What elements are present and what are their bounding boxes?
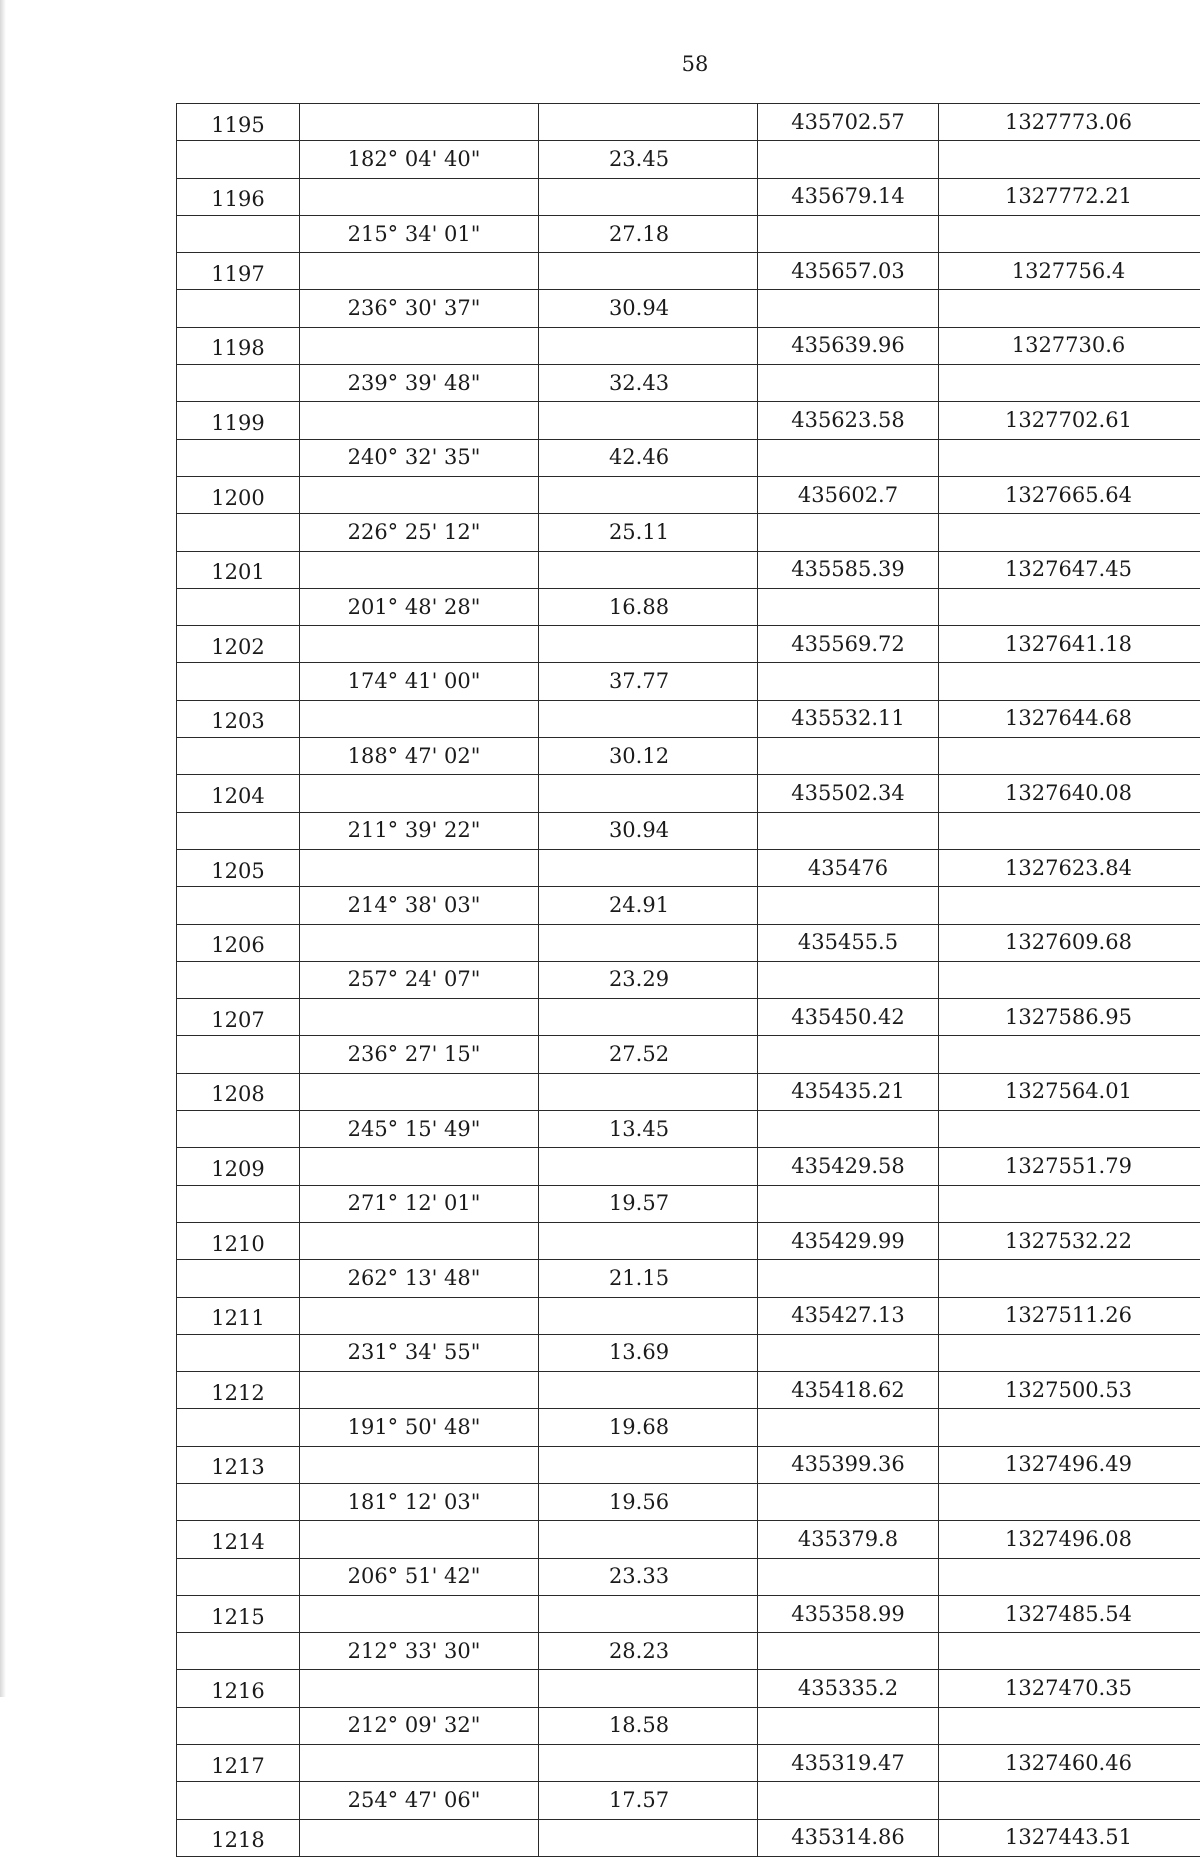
point-row bbox=[177, 999, 1200, 1036]
point-id-cell: 1195 bbox=[177, 104, 300, 141]
bearing-cell: 236° 30' 37" bbox=[300, 290, 539, 327]
point-id-cell bbox=[177, 1260, 300, 1297]
distance-cell bbox=[539, 1745, 758, 1782]
distance-cell: 16.88 bbox=[539, 588, 758, 625]
northing-cell: 435623.58 bbox=[758, 402, 939, 439]
northing-cell bbox=[758, 514, 939, 551]
easting-cell bbox=[939, 1707, 1200, 1744]
point-id-cell: 1202 bbox=[177, 626, 300, 663]
easting-cell bbox=[939, 588, 1200, 625]
northing-cell bbox=[758, 588, 939, 625]
point-id-cell bbox=[177, 1185, 300, 1222]
point-id-cell: 1209 bbox=[177, 1148, 300, 1185]
easting-cell: 1327485.54 bbox=[939, 1595, 1200, 1632]
easting-cell bbox=[939, 887, 1200, 924]
easting-cell: 1327609.68 bbox=[939, 924, 1200, 961]
point-id-cell bbox=[177, 887, 300, 924]
distance-cell bbox=[539, 1222, 758, 1259]
point-id-cell bbox=[177, 1483, 300, 1520]
point-row bbox=[177, 1222, 1200, 1259]
segment-row bbox=[177, 1409, 1200, 1446]
segment-row bbox=[177, 215, 1200, 252]
point-id-cell bbox=[177, 588, 300, 625]
point-row bbox=[177, 1521, 1200, 1558]
distance-cell bbox=[539, 1446, 758, 1483]
northing-cell bbox=[758, 887, 939, 924]
easting-cell: 1327511.26 bbox=[939, 1297, 1200, 1334]
point-id-cell: 1207 bbox=[177, 999, 300, 1036]
bearing-cell bbox=[300, 1819, 539, 1856]
point-id-cell: 1196 bbox=[177, 178, 300, 215]
northing-cell: 435435.21 bbox=[758, 1073, 939, 1110]
bearing-cell: 240° 32' 35" bbox=[300, 439, 539, 476]
northing-cell bbox=[758, 1558, 939, 1595]
easting-cell bbox=[939, 1260, 1200, 1297]
point-id-cell: 1206 bbox=[177, 924, 300, 961]
point-id-cell bbox=[177, 1036, 300, 1073]
point-id-cell bbox=[177, 1707, 300, 1744]
easting-cell: 1327460.46 bbox=[939, 1745, 1200, 1782]
distance-cell bbox=[539, 1073, 758, 1110]
point-id-cell: 1218 bbox=[177, 1819, 300, 1856]
point-id-cell: 1213 bbox=[177, 1446, 300, 1483]
point-id-cell bbox=[177, 290, 300, 327]
northing-cell: 435418.62 bbox=[758, 1372, 939, 1409]
northing-cell bbox=[758, 290, 939, 327]
distance-cell: 24.91 bbox=[539, 887, 758, 924]
bearing-cell bbox=[300, 1073, 539, 1110]
bearing-cell bbox=[300, 551, 539, 588]
point-id-cell: 1203 bbox=[177, 700, 300, 737]
bearing-cell bbox=[300, 1521, 539, 1558]
easting-cell: 1327496.08 bbox=[939, 1521, 1200, 1558]
segment-row bbox=[177, 588, 1200, 625]
easting-cell: 1327773.06 bbox=[939, 104, 1200, 141]
easting-cell bbox=[939, 215, 1200, 252]
distance-cell: 13.45 bbox=[539, 1111, 758, 1148]
segment-row bbox=[177, 1334, 1200, 1371]
easting-cell: 1327702.61 bbox=[939, 402, 1200, 439]
northing-cell: 435429.99 bbox=[758, 1222, 939, 1259]
point-row bbox=[177, 253, 1200, 290]
distance-cell: 27.18 bbox=[539, 215, 758, 252]
distance-cell: 30.12 bbox=[539, 738, 758, 775]
northing-cell: 435585.39 bbox=[758, 551, 939, 588]
northing-cell bbox=[758, 141, 939, 178]
bearing-cell: 211° 39' 22" bbox=[300, 812, 539, 849]
northing-cell: 435427.13 bbox=[758, 1297, 939, 1334]
bearing-cell: 201° 48' 28" bbox=[300, 588, 539, 625]
northing-cell: 435450.42 bbox=[758, 999, 939, 1036]
point-row bbox=[177, 1297, 1200, 1334]
easting-cell bbox=[939, 141, 1200, 178]
point-id-cell bbox=[177, 1633, 300, 1670]
distance-cell: 18.58 bbox=[539, 1707, 758, 1744]
easting-cell: 1327756.4 bbox=[939, 253, 1200, 290]
coordinates-table bbox=[176, 103, 1200, 1857]
bearing-cell bbox=[300, 700, 539, 737]
distance-cell bbox=[539, 327, 758, 364]
easting-cell bbox=[939, 1111, 1200, 1148]
easting-cell bbox=[939, 1409, 1200, 1446]
easting-cell: 1327470.35 bbox=[939, 1670, 1200, 1707]
point-id-cell bbox=[177, 663, 300, 700]
bearing-cell bbox=[300, 1745, 539, 1782]
northing-cell: 435657.03 bbox=[758, 253, 939, 290]
northing-cell: 435602.7 bbox=[758, 476, 939, 513]
scan-edge-shadow bbox=[0, 0, 6, 1697]
point-id-cell: 1208 bbox=[177, 1073, 300, 1110]
point-id-cell bbox=[177, 1334, 300, 1371]
distance-cell bbox=[539, 104, 758, 141]
northing-cell bbox=[758, 663, 939, 700]
easting-cell bbox=[939, 1185, 1200, 1222]
point-id-cell bbox=[177, 141, 300, 178]
northing-cell: 435429.58 bbox=[758, 1148, 939, 1185]
segment-row bbox=[177, 1483, 1200, 1520]
bearing-cell bbox=[300, 178, 539, 215]
distance-cell bbox=[539, 1521, 758, 1558]
bearing-cell bbox=[300, 327, 539, 364]
bearing-cell bbox=[300, 104, 539, 141]
distance-cell: 23.45 bbox=[539, 141, 758, 178]
northing-cell: 435335.2 bbox=[758, 1670, 939, 1707]
segment-row bbox=[177, 365, 1200, 402]
northing-cell: 435314.86 bbox=[758, 1819, 939, 1856]
bearing-cell: 181° 12' 03" bbox=[300, 1483, 539, 1520]
northing-cell bbox=[758, 1483, 939, 1520]
bearing-cell bbox=[300, 476, 539, 513]
point-row bbox=[177, 1446, 1200, 1483]
bearing-cell: 188° 47' 02" bbox=[300, 738, 539, 775]
northing-cell bbox=[758, 1409, 939, 1446]
distance-cell bbox=[539, 1670, 758, 1707]
easting-cell bbox=[939, 1782, 1200, 1819]
point-id-cell: 1211 bbox=[177, 1297, 300, 1334]
distance-cell: 21.15 bbox=[539, 1260, 758, 1297]
easting-cell bbox=[939, 1558, 1200, 1595]
distance-cell: 30.94 bbox=[539, 812, 758, 849]
point-row bbox=[177, 476, 1200, 513]
bearing-cell bbox=[300, 1372, 539, 1409]
distance-cell: 32.43 bbox=[539, 365, 758, 402]
northing-cell: 435702.57 bbox=[758, 104, 939, 141]
point-id-cell bbox=[177, 439, 300, 476]
distance-cell bbox=[539, 1595, 758, 1632]
segment-row bbox=[177, 887, 1200, 924]
bearing-cell: 231° 34' 55" bbox=[300, 1334, 539, 1371]
northing-cell: 435358.99 bbox=[758, 1595, 939, 1632]
bearing-cell bbox=[300, 1446, 539, 1483]
distance-cell bbox=[539, 253, 758, 290]
bearing-cell: 245° 15' 49" bbox=[300, 1111, 539, 1148]
easting-cell bbox=[939, 365, 1200, 402]
bearing-cell: 254° 47' 06" bbox=[300, 1782, 539, 1819]
northing-cell bbox=[758, 1334, 939, 1371]
distance-cell bbox=[539, 626, 758, 663]
distance-cell: 19.56 bbox=[539, 1483, 758, 1520]
bearing-cell: 191° 50' 48" bbox=[300, 1409, 539, 1446]
bearing-cell: 215° 34' 01" bbox=[300, 215, 539, 252]
segment-row bbox=[177, 290, 1200, 327]
bearing-cell: 239° 39' 48" bbox=[300, 365, 539, 402]
easting-cell: 1327730.6 bbox=[939, 327, 1200, 364]
easting-cell bbox=[939, 290, 1200, 327]
segment-row bbox=[177, 738, 1200, 775]
point-id-cell bbox=[177, 514, 300, 551]
point-id-cell bbox=[177, 812, 300, 849]
easting-cell: 1327586.95 bbox=[939, 999, 1200, 1036]
bearing-cell: 206° 51' 42" bbox=[300, 1558, 539, 1595]
northing-cell: 435399.36 bbox=[758, 1446, 939, 1483]
easting-cell: 1327665.64 bbox=[939, 476, 1200, 513]
easting-cell: 1327641.18 bbox=[939, 626, 1200, 663]
easting-cell bbox=[939, 961, 1200, 998]
bearing-cell: 271° 12' 01" bbox=[300, 1185, 539, 1222]
easting-cell bbox=[939, 1633, 1200, 1670]
northing-cell bbox=[758, 365, 939, 402]
northing-cell bbox=[758, 215, 939, 252]
distance-cell bbox=[539, 1819, 758, 1856]
bearing-cell bbox=[300, 1222, 539, 1259]
northing-cell bbox=[758, 1111, 939, 1148]
distance-cell: 19.57 bbox=[539, 1185, 758, 1222]
northing-cell: 435455.5 bbox=[758, 924, 939, 961]
northing-cell: 435379.8 bbox=[758, 1521, 939, 1558]
easting-cell: 1327551.79 bbox=[939, 1148, 1200, 1185]
distance-cell: 37.77 bbox=[539, 663, 758, 700]
distance-cell bbox=[539, 1372, 758, 1409]
point-id-cell: 1201 bbox=[177, 551, 300, 588]
point-id-cell: 1204 bbox=[177, 775, 300, 812]
point-id-cell bbox=[177, 1409, 300, 1446]
northing-cell bbox=[758, 738, 939, 775]
point-id-cell: 1212 bbox=[177, 1372, 300, 1409]
point-row bbox=[177, 1819, 1200, 1856]
easting-cell bbox=[939, 738, 1200, 775]
page-number: 58 bbox=[0, 52, 1200, 76]
bearing-cell bbox=[300, 402, 539, 439]
distance-cell bbox=[539, 476, 758, 513]
bearing-cell: 257° 24' 07" bbox=[300, 961, 539, 998]
segment-row bbox=[177, 1185, 1200, 1222]
point-row bbox=[177, 178, 1200, 215]
distance-cell bbox=[539, 999, 758, 1036]
point-row bbox=[177, 327, 1200, 364]
point-row bbox=[177, 775, 1200, 812]
bearing-cell: 174° 41' 00" bbox=[300, 663, 539, 700]
point-id-cell: 1199 bbox=[177, 402, 300, 439]
bearing-cell: 236° 27' 15" bbox=[300, 1036, 539, 1073]
point-row bbox=[177, 924, 1200, 961]
point-id-cell bbox=[177, 1111, 300, 1148]
easting-cell: 1327443.51 bbox=[939, 1819, 1200, 1856]
bearing-cell: 214° 38' 03" bbox=[300, 887, 539, 924]
distance-cell: 13.69 bbox=[539, 1334, 758, 1371]
northing-cell bbox=[758, 812, 939, 849]
northing-cell bbox=[758, 961, 939, 998]
segment-row bbox=[177, 1260, 1200, 1297]
segment-row bbox=[177, 663, 1200, 700]
bearing-cell: 262° 13' 48" bbox=[300, 1260, 539, 1297]
bearing-cell: 182° 04' 40" bbox=[300, 141, 539, 178]
segment-row bbox=[177, 514, 1200, 551]
distance-cell: 19.68 bbox=[539, 1409, 758, 1446]
northing-cell bbox=[758, 1633, 939, 1670]
northing-cell bbox=[758, 1707, 939, 1744]
point-id-cell bbox=[177, 365, 300, 402]
segment-row bbox=[177, 1036, 1200, 1073]
point-row bbox=[177, 551, 1200, 588]
point-id-cell: 1197 bbox=[177, 253, 300, 290]
point-row bbox=[177, 849, 1200, 886]
easting-cell: 1327564.01 bbox=[939, 1073, 1200, 1110]
point-id-cell: 1210 bbox=[177, 1222, 300, 1259]
northing-cell: 435639.96 bbox=[758, 327, 939, 364]
segment-row bbox=[177, 1633, 1200, 1670]
segment-row bbox=[177, 1558, 1200, 1595]
northing-cell: 435569.72 bbox=[758, 626, 939, 663]
distance-cell bbox=[539, 551, 758, 588]
segment-row bbox=[177, 1782, 1200, 1819]
bearing-cell bbox=[300, 253, 539, 290]
point-row bbox=[177, 1595, 1200, 1632]
point-id-cell: 1198 bbox=[177, 327, 300, 364]
northing-cell bbox=[758, 1782, 939, 1819]
northing-cell bbox=[758, 1260, 939, 1297]
easting-cell bbox=[939, 1036, 1200, 1073]
bearing-cell: 212° 33' 30" bbox=[300, 1633, 539, 1670]
segment-row bbox=[177, 1111, 1200, 1148]
northing-cell: 435502.34 bbox=[758, 775, 939, 812]
northing-cell bbox=[758, 1185, 939, 1222]
distance-cell: 17.57 bbox=[539, 1782, 758, 1819]
point-id-cell: 1217 bbox=[177, 1745, 300, 1782]
easting-cell bbox=[939, 663, 1200, 700]
table-body bbox=[177, 104, 1200, 1857]
point-id-cell: 1214 bbox=[177, 1521, 300, 1558]
point-id-cell: 1215 bbox=[177, 1595, 300, 1632]
northing-cell: 435532.11 bbox=[758, 700, 939, 737]
bearing-cell bbox=[300, 626, 539, 663]
point-row bbox=[177, 1745, 1200, 1782]
bearing-cell bbox=[300, 1670, 539, 1707]
distance-cell bbox=[539, 775, 758, 812]
distance-cell: 27.52 bbox=[539, 1036, 758, 1073]
bearing-cell bbox=[300, 1595, 539, 1632]
point-row bbox=[177, 1670, 1200, 1707]
easting-cell: 1327647.45 bbox=[939, 551, 1200, 588]
point-row bbox=[177, 1148, 1200, 1185]
bearing-cell bbox=[300, 999, 539, 1036]
distance-cell bbox=[539, 1297, 758, 1334]
point-id-cell bbox=[177, 1558, 300, 1595]
point-id-cell bbox=[177, 738, 300, 775]
distance-cell: 28.23 bbox=[539, 1633, 758, 1670]
easting-cell: 1327532.22 bbox=[939, 1222, 1200, 1259]
distance-cell bbox=[539, 924, 758, 961]
easting-cell: 1327496.49 bbox=[939, 1446, 1200, 1483]
bearing-cell: 212° 09' 32" bbox=[300, 1707, 539, 1744]
point-id-cell: 1205 bbox=[177, 849, 300, 886]
easting-cell bbox=[939, 439, 1200, 476]
segment-row bbox=[177, 812, 1200, 849]
segment-row bbox=[177, 1707, 1200, 1744]
distance-cell: 23.29 bbox=[539, 961, 758, 998]
segment-row bbox=[177, 439, 1200, 476]
distance-cell: 25.11 bbox=[539, 514, 758, 551]
point-id-cell bbox=[177, 1782, 300, 1819]
bearing-cell bbox=[300, 1148, 539, 1185]
easting-cell: 1327772.21 bbox=[939, 178, 1200, 215]
point-row bbox=[177, 104, 1200, 141]
distance-cell: 42.46 bbox=[539, 439, 758, 476]
bearing-cell bbox=[300, 775, 539, 812]
distance-cell bbox=[539, 402, 758, 439]
distance-cell bbox=[539, 700, 758, 737]
point-id-cell: 1216 bbox=[177, 1670, 300, 1707]
bearing-cell bbox=[300, 924, 539, 961]
bearing-cell: 226° 25' 12" bbox=[300, 514, 539, 551]
point-row bbox=[177, 402, 1200, 439]
distance-cell bbox=[539, 849, 758, 886]
northing-cell: 435476 bbox=[758, 849, 939, 886]
bearing-cell bbox=[300, 1297, 539, 1334]
bearing-cell bbox=[300, 849, 539, 886]
easting-cell: 1327500.53 bbox=[939, 1372, 1200, 1409]
segment-row bbox=[177, 961, 1200, 998]
point-row bbox=[177, 1372, 1200, 1409]
distance-cell: 23.33 bbox=[539, 1558, 758, 1595]
point-id-cell bbox=[177, 961, 300, 998]
easting-cell bbox=[939, 812, 1200, 849]
point-id-cell bbox=[177, 215, 300, 252]
distance-cell: 30.94 bbox=[539, 290, 758, 327]
easting-cell bbox=[939, 514, 1200, 551]
easting-cell: 1327623.84 bbox=[939, 849, 1200, 886]
northing-cell: 435679.14 bbox=[758, 178, 939, 215]
point-row bbox=[177, 1073, 1200, 1110]
distance-cell bbox=[539, 1148, 758, 1185]
easting-cell: 1327644.68 bbox=[939, 700, 1200, 737]
northing-cell bbox=[758, 1036, 939, 1073]
easting-cell bbox=[939, 1334, 1200, 1371]
northing-cell bbox=[758, 439, 939, 476]
point-id-cell: 1200 bbox=[177, 476, 300, 513]
northing-cell: 435319.47 bbox=[758, 1745, 939, 1782]
segment-row bbox=[177, 141, 1200, 178]
distance-cell bbox=[539, 178, 758, 215]
easting-cell: 1327640.08 bbox=[939, 775, 1200, 812]
point-row bbox=[177, 700, 1200, 737]
easting-cell bbox=[939, 1483, 1200, 1520]
point-row bbox=[177, 626, 1200, 663]
